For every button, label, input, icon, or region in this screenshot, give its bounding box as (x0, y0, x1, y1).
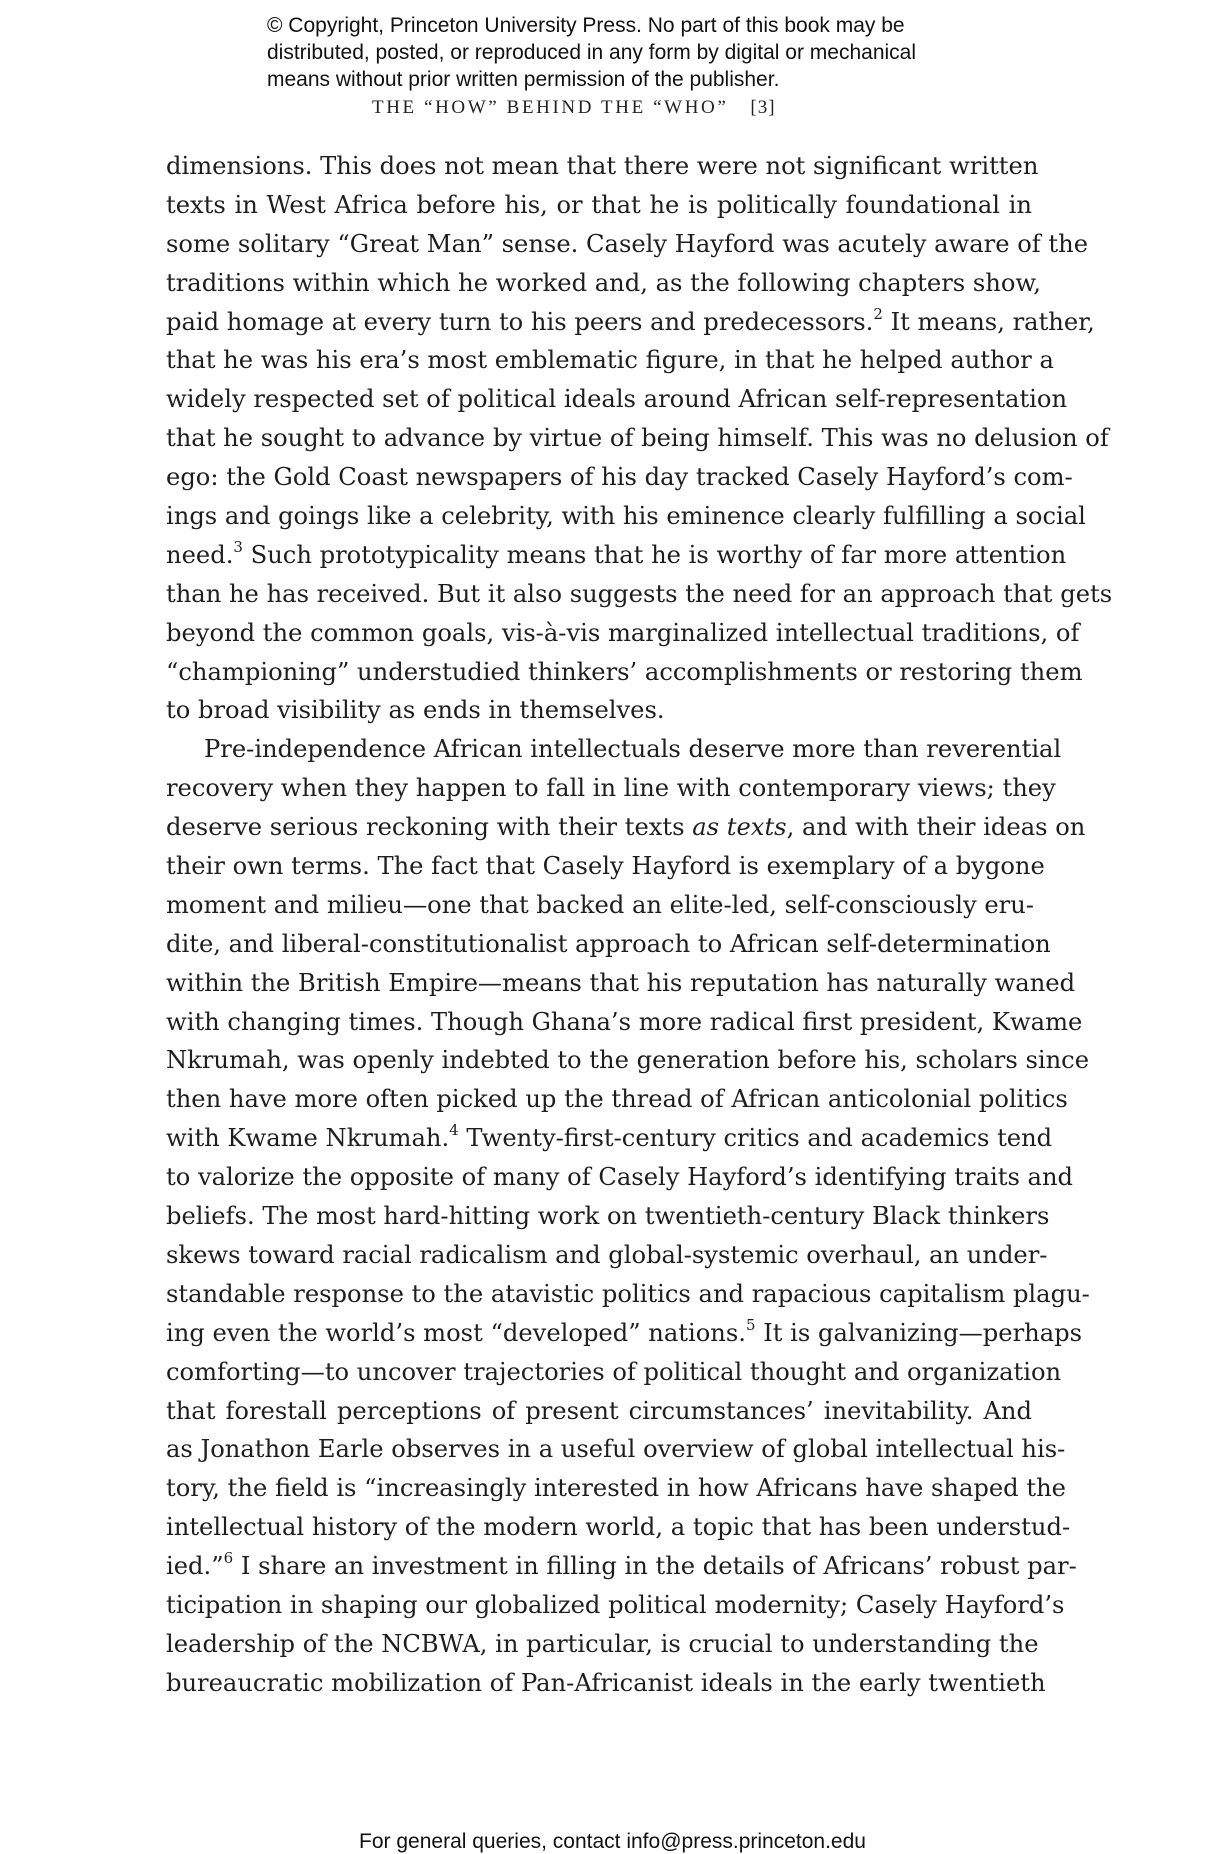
line-text: paid homage at every turn to his peers and predecessors. (166, 307, 874, 336)
line-text: beliefs. The most hard-hitting work on twentieth-century Black thinkers (166, 1202, 1050, 1231)
line-text: I share an investment in filling in the details of Africans’ robust par- (233, 1552, 1077, 1581)
copyright-line: © Copyright, Princeton University Press. No part of this book may be (267, 14, 905, 37)
footnote-ref: 5 (745, 1315, 756, 1334)
text-line (166, 1625, 1039, 1664)
line-text: comforting—to uncover trajectories of political thought and organization (166, 1357, 1062, 1386)
line-text: that he sought to advance by virtue of being himself. This was no delusion of (166, 424, 1109, 453)
line-text: ing even the world’s most “developed” nations. (166, 1318, 746, 1347)
line-text: than he has received. But it also suggests the need for an approach that gets (166, 579, 1113, 608)
line-text: then have more often picked up the thread of African anticolonial politics (166, 1085, 1068, 1114)
text-line (166, 264, 1041, 303)
line-text: It means, rather, (882, 307, 1095, 336)
paragraph (166, 147, 1113, 730)
text-line (166, 1197, 1050, 1236)
copyright-line: means without prior written permission of the publisher. (267, 68, 780, 91)
line-text: some solitary “Great Man” sense. Casely Hayford was acutely aware of the (166, 229, 1089, 258)
text-line (166, 1003, 1083, 1042)
text-line (166, 964, 1076, 1003)
paragraph (166, 730, 1090, 1702)
text-line (166, 1469, 1066, 1508)
text-line (166, 1158, 1074, 1197)
line-text: with changing times. Though Ghana’s more radical first president, Kwame (166, 1007, 1083, 1036)
footer-contact: For general queries, contact info@press.princeton.edu (359, 1830, 866, 1853)
line-text: dimensions. This does not mean that there were not significant written (166, 152, 1039, 180)
line-text: their own terms. The fact that Casely Hayford is exemplary of a bygone (166, 852, 1045, 881)
text-line (166, 1041, 1090, 1080)
line-text: bureaucratic mobilization of Pan-Africanist ideals in the early twentieth (166, 1668, 1046, 1697)
text-line (166, 1275, 1090, 1314)
line-text: traditions within which he worked and, as the following chapters show, (166, 268, 1041, 297)
text-line (166, 653, 1083, 692)
footnote-ref: 6 (223, 1549, 234, 1567)
text-line (166, 225, 1089, 264)
text-line (166, 1547, 1077, 1586)
text-line (166, 691, 1032, 730)
text-line (166, 769, 1056, 808)
text-line (166, 303, 1095, 342)
line-text: to broad visibility as ends in themselves. (166, 696, 665, 725)
line-text: , and with their ideas on (786, 813, 1086, 842)
text-line (166, 1664, 1046, 1703)
text-line (166, 186, 1032, 225)
line-text: intellectual history of the modern world, a topic that has been understud- (166, 1513, 1071, 1542)
line-text: Such prototypicality means that he is worthy of far more attention (242, 540, 1067, 569)
line-text: need. (166, 540, 234, 569)
line-text: Nkrumah, was openly indebted to the generation before his, scholars since (166, 1046, 1090, 1075)
line-text: moment and milieu—one that backed an elite-led, self-consciously eru- (166, 890, 1034, 919)
text-line (166, 1080, 1068, 1119)
line-text: ticipation in shaping our globalized political modernity; Casely Hayford’s (166, 1590, 1065, 1619)
line-text: leadership of the NCBWA, in particular, is crucial to understanding the (166, 1629, 1039, 1658)
line-text: ego: the Gold Coast newspapers of his day tracked Casely Hayford’s com- (166, 463, 1073, 492)
text-line (166, 458, 1073, 497)
copyright-notice (267, 12, 1027, 93)
line-text: with Kwame Nkrumah. (166, 1124, 450, 1153)
line-text: Twenty-first-century critics and academics tend (458, 1124, 1053, 1153)
line-text: widely respected set of political ideals around African self-representation (166, 385, 1068, 414)
text-line (166, 380, 1068, 419)
text-line (166, 536, 1067, 575)
text-line (166, 925, 1051, 964)
line-text: to valorize the opposite of many of Casely Hayford’s identifying traits and (166, 1163, 1074, 1192)
line-text: as Jonathon Earle observes in a useful overview of global intellectual his- (166, 1435, 1066, 1464)
text-line (166, 341, 1054, 380)
text-line (166, 1314, 1083, 1353)
italic-text: as texts (692, 813, 787, 842)
footnote-ref: 2 (873, 304, 883, 323)
text-line (166, 147, 1039, 186)
line-text: texts in West Africa before his, or that he is politically foundational in (166, 190, 1032, 219)
body-text (166, 147, 1113, 1703)
line-text: skews toward racial radicalism and global-systemic overhaul, an under- (166, 1240, 1048, 1269)
text-line (166, 886, 1032, 925)
text-line (166, 614, 1080, 653)
running-head-title: THE “HOW” BEHIND THE “WHO” (372, 97, 729, 118)
line-text: that forestall perceptions of present circumstances’ inevitability. And (166, 1396, 1032, 1425)
text-line (166, 1119, 1053, 1158)
line-text: within the British Empire—means that his reputation has naturally waned (166, 968, 1076, 997)
text-line (166, 1586, 1065, 1625)
text-line (166, 419, 1109, 458)
line-text: standable response to the atavistic politics and rapacious capitalism plagu- (166, 1279, 1090, 1308)
text-line (166, 1430, 1066, 1469)
copyright-line: distributed, posted, or reproduced in any form by digital or mechanical (267, 41, 917, 64)
text-line (166, 730, 1062, 769)
line-text: tory, the field is “increasingly interested in how Africans have shaped the (166, 1474, 1066, 1503)
line-text: dite, and liberal-constitutionalist approach to African self-determination (166, 929, 1051, 958)
text-line (166, 1392, 1032, 1431)
line-text: Pre-independence African intellectuals deserve more than reverential (204, 735, 1062, 764)
footnote-ref: 4 (449, 1121, 459, 1140)
line-text: that he was his era’s most emblematic figure, in that he helped author a (166, 346, 1054, 375)
page-number: [3] (750, 97, 776, 118)
text-line (166, 1508, 1071, 1547)
line-text: “championing” understudied thinkers’ accomplishments or restoring them (166, 657, 1083, 686)
text-line (166, 808, 1086, 847)
line-text: It is galvanizing—perhaps (755, 1318, 1083, 1347)
line-text: recovery when they happen to fall in line with contemporary views; they (166, 774, 1056, 803)
running-head (372, 97, 776, 119)
line-text: beyond the common goals, vis-à-vis marginalized intellectual traditions, of (166, 618, 1080, 647)
text-line (166, 847, 1045, 886)
text-line (166, 1236, 1048, 1275)
text-line (166, 497, 1086, 536)
line-text: deserve serious reckoning with their texts (166, 813, 693, 842)
footnote-ref: 3 (233, 537, 243, 556)
text-line (166, 1353, 1062, 1392)
line-text: ings and goings like a celebrity, with his eminence clearly fulfilling a social (166, 502, 1086, 531)
line-text: ied.” (166, 1552, 224, 1581)
text-line (166, 575, 1113, 614)
